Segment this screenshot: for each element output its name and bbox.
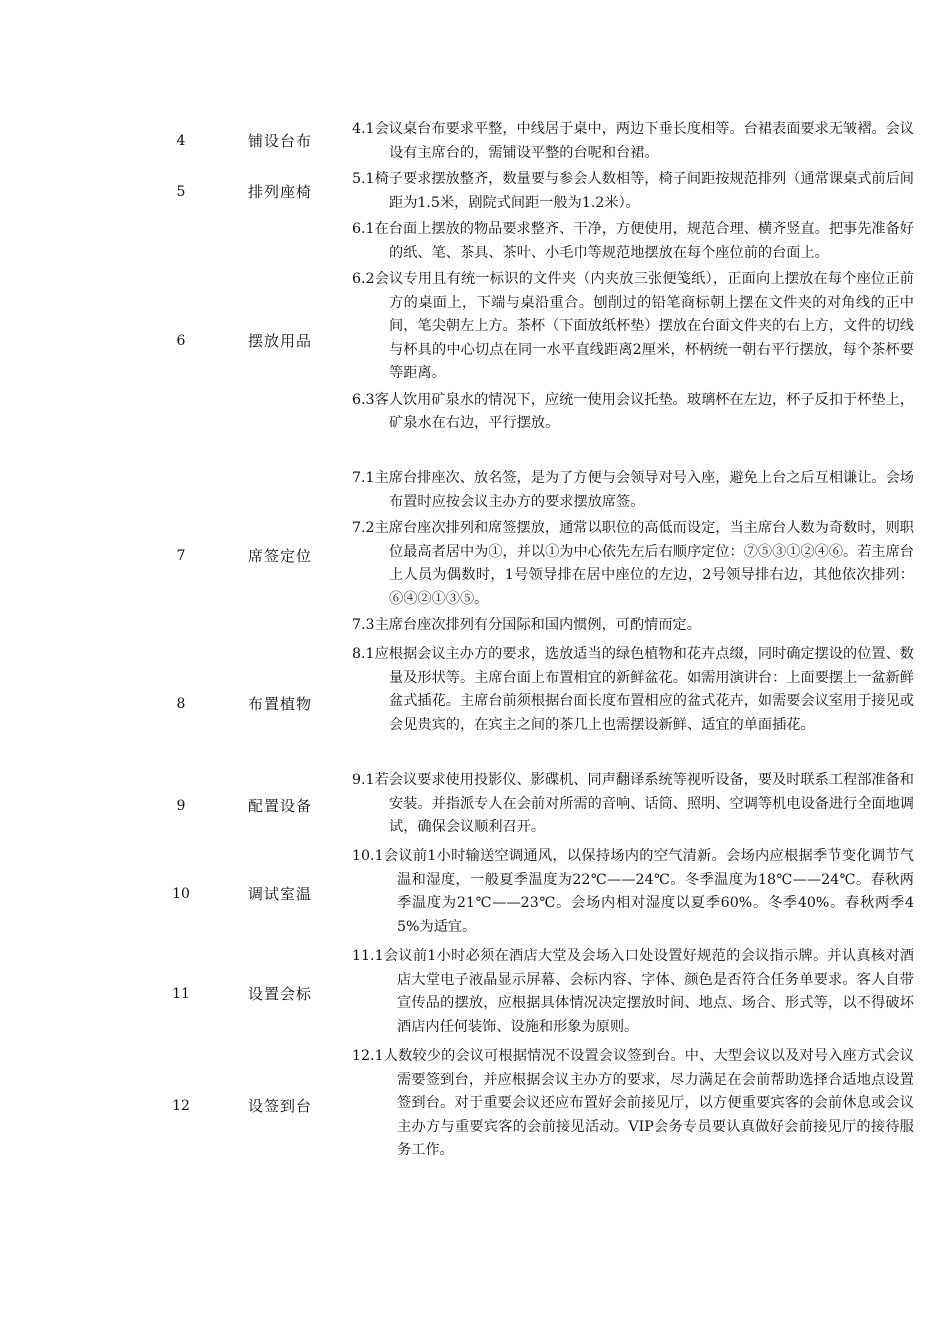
list-item: 6.3客人饮用矿泉水的情况下，应统一使用会议托垫。玻璃杯在左边，杯子反扣于杯垫上，矿泉水在右边，平行摆放。: [352, 391, 914, 431]
row-title: 铺设台布: [247, 132, 312, 150]
row-content: [352, 845, 914, 939]
row-content: [352, 168, 914, 215]
list-item: 11.1会议前1小时必须在酒店大堂及会场入口处设置好规范的会议指示牌。并认真核对酒店大堂电子液晶显示屏幕、会标内容、字体、颜色是否符合任务单要求。客人自带宣传品的摆放，应根据具体情况决定摆放时间、地点、场合、形式等，以不得破坏酒店内任何装饰、设施和形象为原则。: [352, 948, 914, 1035]
row-number: 11: [172, 986, 190, 1002]
row-number: 12: [172, 1098, 190, 1114]
row-title: 布置植物: [247, 695, 312, 713]
row-title: 席签定位: [247, 547, 312, 565]
row-content: [352, 643, 914, 737]
row-content: [352, 218, 914, 436]
list-item: 7.3主席台座次排列有分国际和国内惯例，可酌情而定。: [352, 617, 701, 633]
row-content: [352, 769, 914, 840]
row-title: 排列座椅: [247, 183, 312, 201]
row-content: [352, 1045, 914, 1163]
list-item: 9.1若会议要求使用投影仪、影碟机、同声翻译系统等视听设备，要及时联系工程部准备和安装。并指派专人在会前对所需的音响、话筒、照明、空调等机电设备进行全面地调试，确保会议顺利召开。: [352, 772, 914, 835]
row-number: 8: [176, 696, 186, 712]
row-title: 调试室温: [247, 885, 312, 903]
row-title: 设置会标: [247, 985, 312, 1003]
list-item: 8.1应根据会议主办方的要求，选放适当的绿色植物和花卉点缀，同时确定摆设的位置、数量及形状等。主席台面上布置相宜的新鲜盆花。如需用演讲台：上面要摆上一盆新鲜盆式插花。主席台前须根据台面长度布置相应的盆式花卉，如需要会议室用于接见或会见贵宾的，在宾主之间的茶几上也需摆设新鲜、适宜的单面插花。: [352, 646, 914, 733]
list-item: 4.1会议桌台布要求平整，中线居于桌中，两边下垂长度相等。台裙表面要求无皱褶。会议设有主席台的，需铺设平整的台呢和台裙。: [352, 121, 914, 161]
list-item: 7.1主席台排座次、放名签，是为了方便与会领导对号入座，避免上台之后互相谦让。会场布置时应按会议主办方的要求摆放席签。: [352, 470, 914, 510]
row-number: 10: [172, 886, 190, 902]
list-item: 5.1椅子要求摆放整齐，数量要与参会人数相等，椅子间距按规范排列（通常课桌式前后间距为1.5米，剧院式间距一般为1.2米）。: [352, 171, 914, 211]
row-number: 7: [176, 548, 186, 564]
list-item: 10.1会议前1小时输送空调通风，以保持场内的空气清新。会场内应根据季节变化调节气温和湿度，一般夏季温度为22℃——24℃。冬季温度为18℃——24℃。春秋两季温度为21℃——23℃。会场内相对湿度以夏季60%。冬季40%。春秋两季45%为适宜。: [352, 848, 914, 935]
list-item: 6.2会议专用且有统一标识的文件夹（内夹放三张便笺纸），正面向上摆放在每个座位正前方的桌面上，下端与桌沿重合。刨削过的铅笔商标朝上摆在文件夹的对角线的正中间，笔尖朝左上方。茶杯（下面放纸杯垫）摆放在台面文件夹的右上方，文件的切线与杯具的中心切点在同一水平直线距离2厘米，杯柄统一朝右平行摆放，每个茶杯要等距离。: [352, 271, 914, 381]
row-title: 配置设备: [247, 797, 312, 815]
row-number: 4: [176, 133, 186, 149]
row-content: [352, 467, 914, 638]
row-content: [352, 118, 914, 165]
list-item: 7.2主席台座次排列和席签摆放，通常以职位的高低而设定，当主席台人数为奇数时，则职位最高者居中为①，并以①为中心依先左后右顺序定位：⑦⑤③①②④⑥。若主席台上人员为偶数时，1号领导排在居中座位的左边，2号领导排右边，其他依次排列：⑥④②①③⑤。: [352, 520, 914, 607]
row-title: 设签到台: [247, 1097, 312, 1115]
row-number: 9: [176, 798, 186, 814]
row-content: [352, 945, 914, 1039]
row-title: 摆放用品: [247, 332, 312, 350]
list-item: 6.1在台面上摆放的物品要求整齐、干净，方便使用，规范合理、横齐竖直。把事先准备好的纸、笔、茶具、茶叶、小毛巾等规范地摆放在每个座位前的台面上。: [352, 221, 914, 261]
list-item: 12.1人数较少的会议可根据情况不设置会议签到台。中、大型会议以及对号入座方式会议需要签到台，并应根据会议主办方的要求，尽力满足在会前帮助选择合适地点设置签到台。对于重要会议还应布置好会前接见厅，以方便重要宾客的会前休息或会议主办方与重要宾客的会前接见活动。VIP会务专员要认真做好会前接见厅的接待服务工作。: [352, 1048, 914, 1158]
row-number: 5: [176, 184, 186, 200]
row-number: 6: [176, 333, 186, 349]
